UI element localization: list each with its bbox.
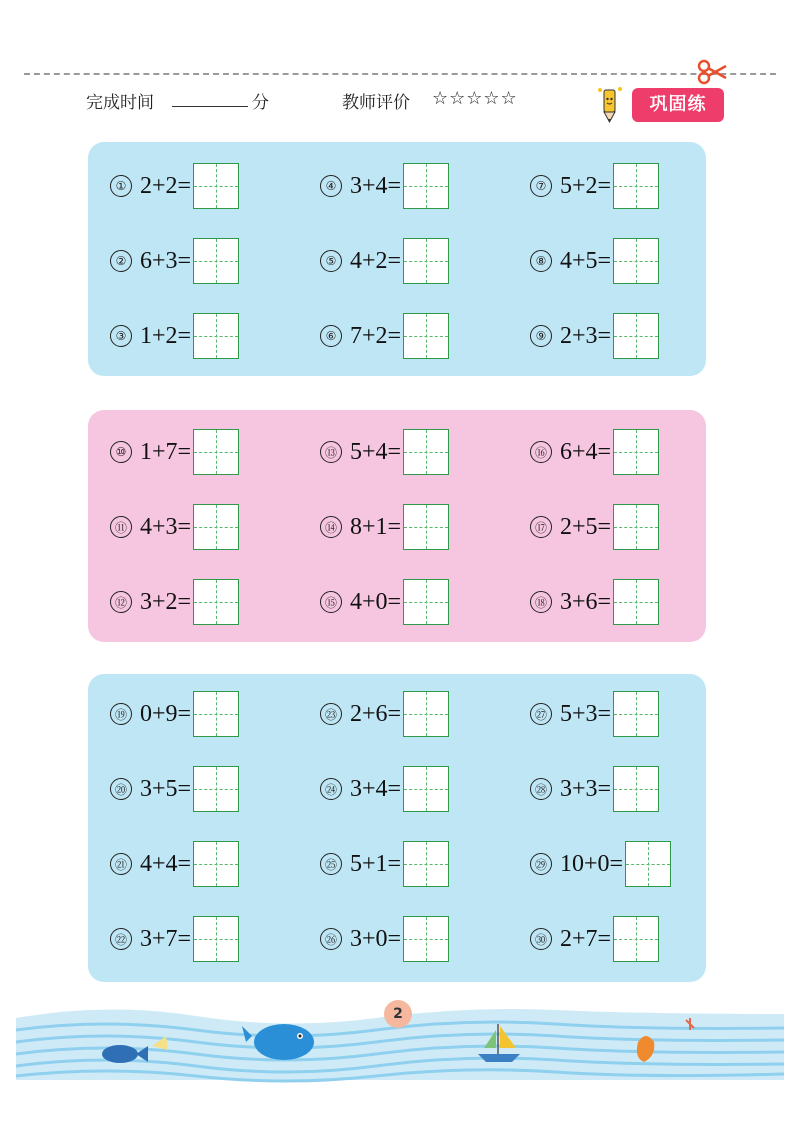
problem-expression: 6+3= <box>140 247 192 274</box>
exercise-panel-1 <box>88 142 706 376</box>
problem-6 <box>320 312 449 360</box>
problem-11 <box>110 503 239 551</box>
problem-expression: 3+4= <box>350 775 402 802</box>
problem-expression: 10+0= <box>560 850 624 877</box>
answer-box[interactable] <box>613 429 659 475</box>
problem-expression: 3+7= <box>140 925 192 952</box>
teacher-eval-label: 教师评价 <box>342 93 410 113</box>
problem-number: ⑲ <box>110 703 132 725</box>
answer-box[interactable] <box>193 691 239 737</box>
problem-expression: 8+1= <box>350 513 402 540</box>
problem-number: ㉓ <box>320 703 342 725</box>
problem-number: ⑱ <box>530 591 552 613</box>
problem-expression: 4+4= <box>140 850 192 877</box>
problem-4 <box>320 162 449 210</box>
problem-9 <box>530 312 659 360</box>
answer-box[interactable] <box>613 691 659 737</box>
problem-number: ㉚ <box>530 928 552 950</box>
answer-box[interactable] <box>193 841 239 887</box>
problem-10 <box>110 428 239 476</box>
answer-box[interactable] <box>613 579 659 625</box>
problem-expression: 3+4= <box>350 172 402 199</box>
problem-17 <box>530 503 659 551</box>
answer-box[interactable] <box>403 579 449 625</box>
problem-number: ④ <box>320 175 342 197</box>
problem-22 <box>110 915 239 963</box>
answer-box[interactable] <box>613 504 659 550</box>
cut-line <box>24 73 776 75</box>
problem-number: ⑫ <box>110 591 132 613</box>
problem-expression: 5+3= <box>560 700 612 727</box>
problem-15 <box>320 578 449 626</box>
problem-19 <box>110 690 239 738</box>
answer-box[interactable] <box>193 766 239 812</box>
problem-expression: 5+2= <box>560 172 612 199</box>
problem-expression: 3+5= <box>140 775 192 802</box>
problem-18 <box>530 578 659 626</box>
problem-number: ㉗ <box>530 703 552 725</box>
problem-21 <box>110 840 239 888</box>
problem-expression: 4+0= <box>350 588 402 615</box>
problem-expression: 2+3= <box>560 322 612 349</box>
answer-box[interactable] <box>403 691 449 737</box>
problem-1 <box>110 162 239 210</box>
problem-number: ㉘ <box>530 778 552 800</box>
answer-box[interactable] <box>193 163 239 209</box>
problem-3 <box>110 312 239 360</box>
problem-number: ⑩ <box>110 441 132 463</box>
problem-expression: 1+2= <box>140 322 192 349</box>
problem-2 <box>110 237 239 285</box>
problem-number: ㉖ <box>320 928 342 950</box>
page-number: 2 <box>384 1000 412 1028</box>
problem-expression: 3+0= <box>350 925 402 952</box>
problem-number: ③ <box>110 325 132 347</box>
answer-box[interactable] <box>403 916 449 962</box>
exercise-panel-3 <box>88 674 706 982</box>
problem-number: ① <box>110 175 132 197</box>
answer-box[interactable] <box>193 429 239 475</box>
scissors-icon <box>696 58 728 86</box>
problem-12 <box>110 578 239 626</box>
problem-8 <box>530 237 659 285</box>
problem-expression: 0+9= <box>140 700 192 727</box>
problem-expression: 2+6= <box>350 700 402 727</box>
problem-number: ⑮ <box>320 591 342 613</box>
answer-box[interactable] <box>403 766 449 812</box>
answer-box[interactable] <box>613 766 659 812</box>
problem-expression: 1+7= <box>140 438 192 465</box>
problem-expression: 2+2= <box>140 172 192 199</box>
problem-7 <box>530 162 659 210</box>
problem-expression: 2+5= <box>560 513 612 540</box>
answer-box[interactable] <box>193 916 239 962</box>
problem-expression: 3+2= <box>140 588 192 615</box>
answer-box[interactable] <box>613 916 659 962</box>
answer-box[interactable] <box>625 841 671 887</box>
problem-13 <box>320 428 449 476</box>
problem-23 <box>320 690 449 738</box>
problem-26 <box>320 915 449 963</box>
problem-number: ⑦ <box>530 175 552 197</box>
problem-number: ㉕ <box>320 853 342 875</box>
problem-16 <box>530 428 659 476</box>
problem-expression: 3+6= <box>560 588 612 615</box>
answer-box[interactable] <box>193 579 239 625</box>
answer-box[interactable] <box>193 238 239 284</box>
problem-expression: 3+3= <box>560 775 612 802</box>
practice-badge: 巩固练 <box>632 88 724 122</box>
answer-box[interactable] <box>403 429 449 475</box>
problem-expression: 6+4= <box>560 438 612 465</box>
pencil-icon <box>592 84 628 126</box>
problem-number: ⑬ <box>320 441 342 463</box>
problem-number: ㉔ <box>320 778 342 800</box>
answer-box[interactable] <box>193 313 239 359</box>
problem-expression: 5+1= <box>350 850 402 877</box>
answer-box[interactable] <box>403 504 449 550</box>
exercise-panel-2 <box>88 410 706 642</box>
problem-number: ㉒ <box>110 928 132 950</box>
problem-number: ⑨ <box>530 325 552 347</box>
answer-box[interactable] <box>403 841 449 887</box>
problem-number: ㉑ <box>110 853 132 875</box>
problem-number: ⑭ <box>320 516 342 538</box>
time-unit: 分 <box>252 93 269 113</box>
problem-20 <box>110 765 239 813</box>
problem-expression: 4+3= <box>140 513 192 540</box>
problem-number: ⑰ <box>530 516 552 538</box>
problem-number: ⑪ <box>110 516 132 538</box>
time-label: 完成时间 <box>86 93 154 113</box>
problem-expression: 2+7= <box>560 925 612 952</box>
problem-expression: 4+2= <box>350 247 402 274</box>
answer-box[interactable] <box>613 238 659 284</box>
problem-number: ② <box>110 250 132 272</box>
time-blank[interactable] <box>172 106 248 107</box>
problem-number: ⑥ <box>320 325 342 347</box>
problem-number: ㉙ <box>530 853 552 875</box>
problem-expression: 7+2= <box>350 322 402 349</box>
problem-29 <box>530 840 671 888</box>
problem-expression: 5+4= <box>350 438 402 465</box>
problem-number: ⑳ <box>110 778 132 800</box>
problem-5 <box>320 237 449 285</box>
problem-number: ⑧ <box>530 250 552 272</box>
problem-28 <box>530 765 659 813</box>
problem-24 <box>320 765 449 813</box>
rating-stars[interactable]: ☆☆☆☆☆ <box>432 88 518 109</box>
answer-box[interactable] <box>193 504 239 550</box>
problem-number: ⑯ <box>530 441 552 463</box>
answer-box[interactable] <box>613 313 659 359</box>
answer-box[interactable] <box>403 163 449 209</box>
problem-expression: 4+5= <box>560 247 612 274</box>
answer-box[interactable] <box>613 163 659 209</box>
problem-14 <box>320 503 449 551</box>
problem-number: ⑤ <box>320 250 342 272</box>
answer-box[interactable] <box>403 313 449 359</box>
problem-27 <box>530 690 659 738</box>
answer-box[interactable] <box>403 238 449 284</box>
problem-30 <box>530 915 659 963</box>
problem-25 <box>320 840 449 888</box>
